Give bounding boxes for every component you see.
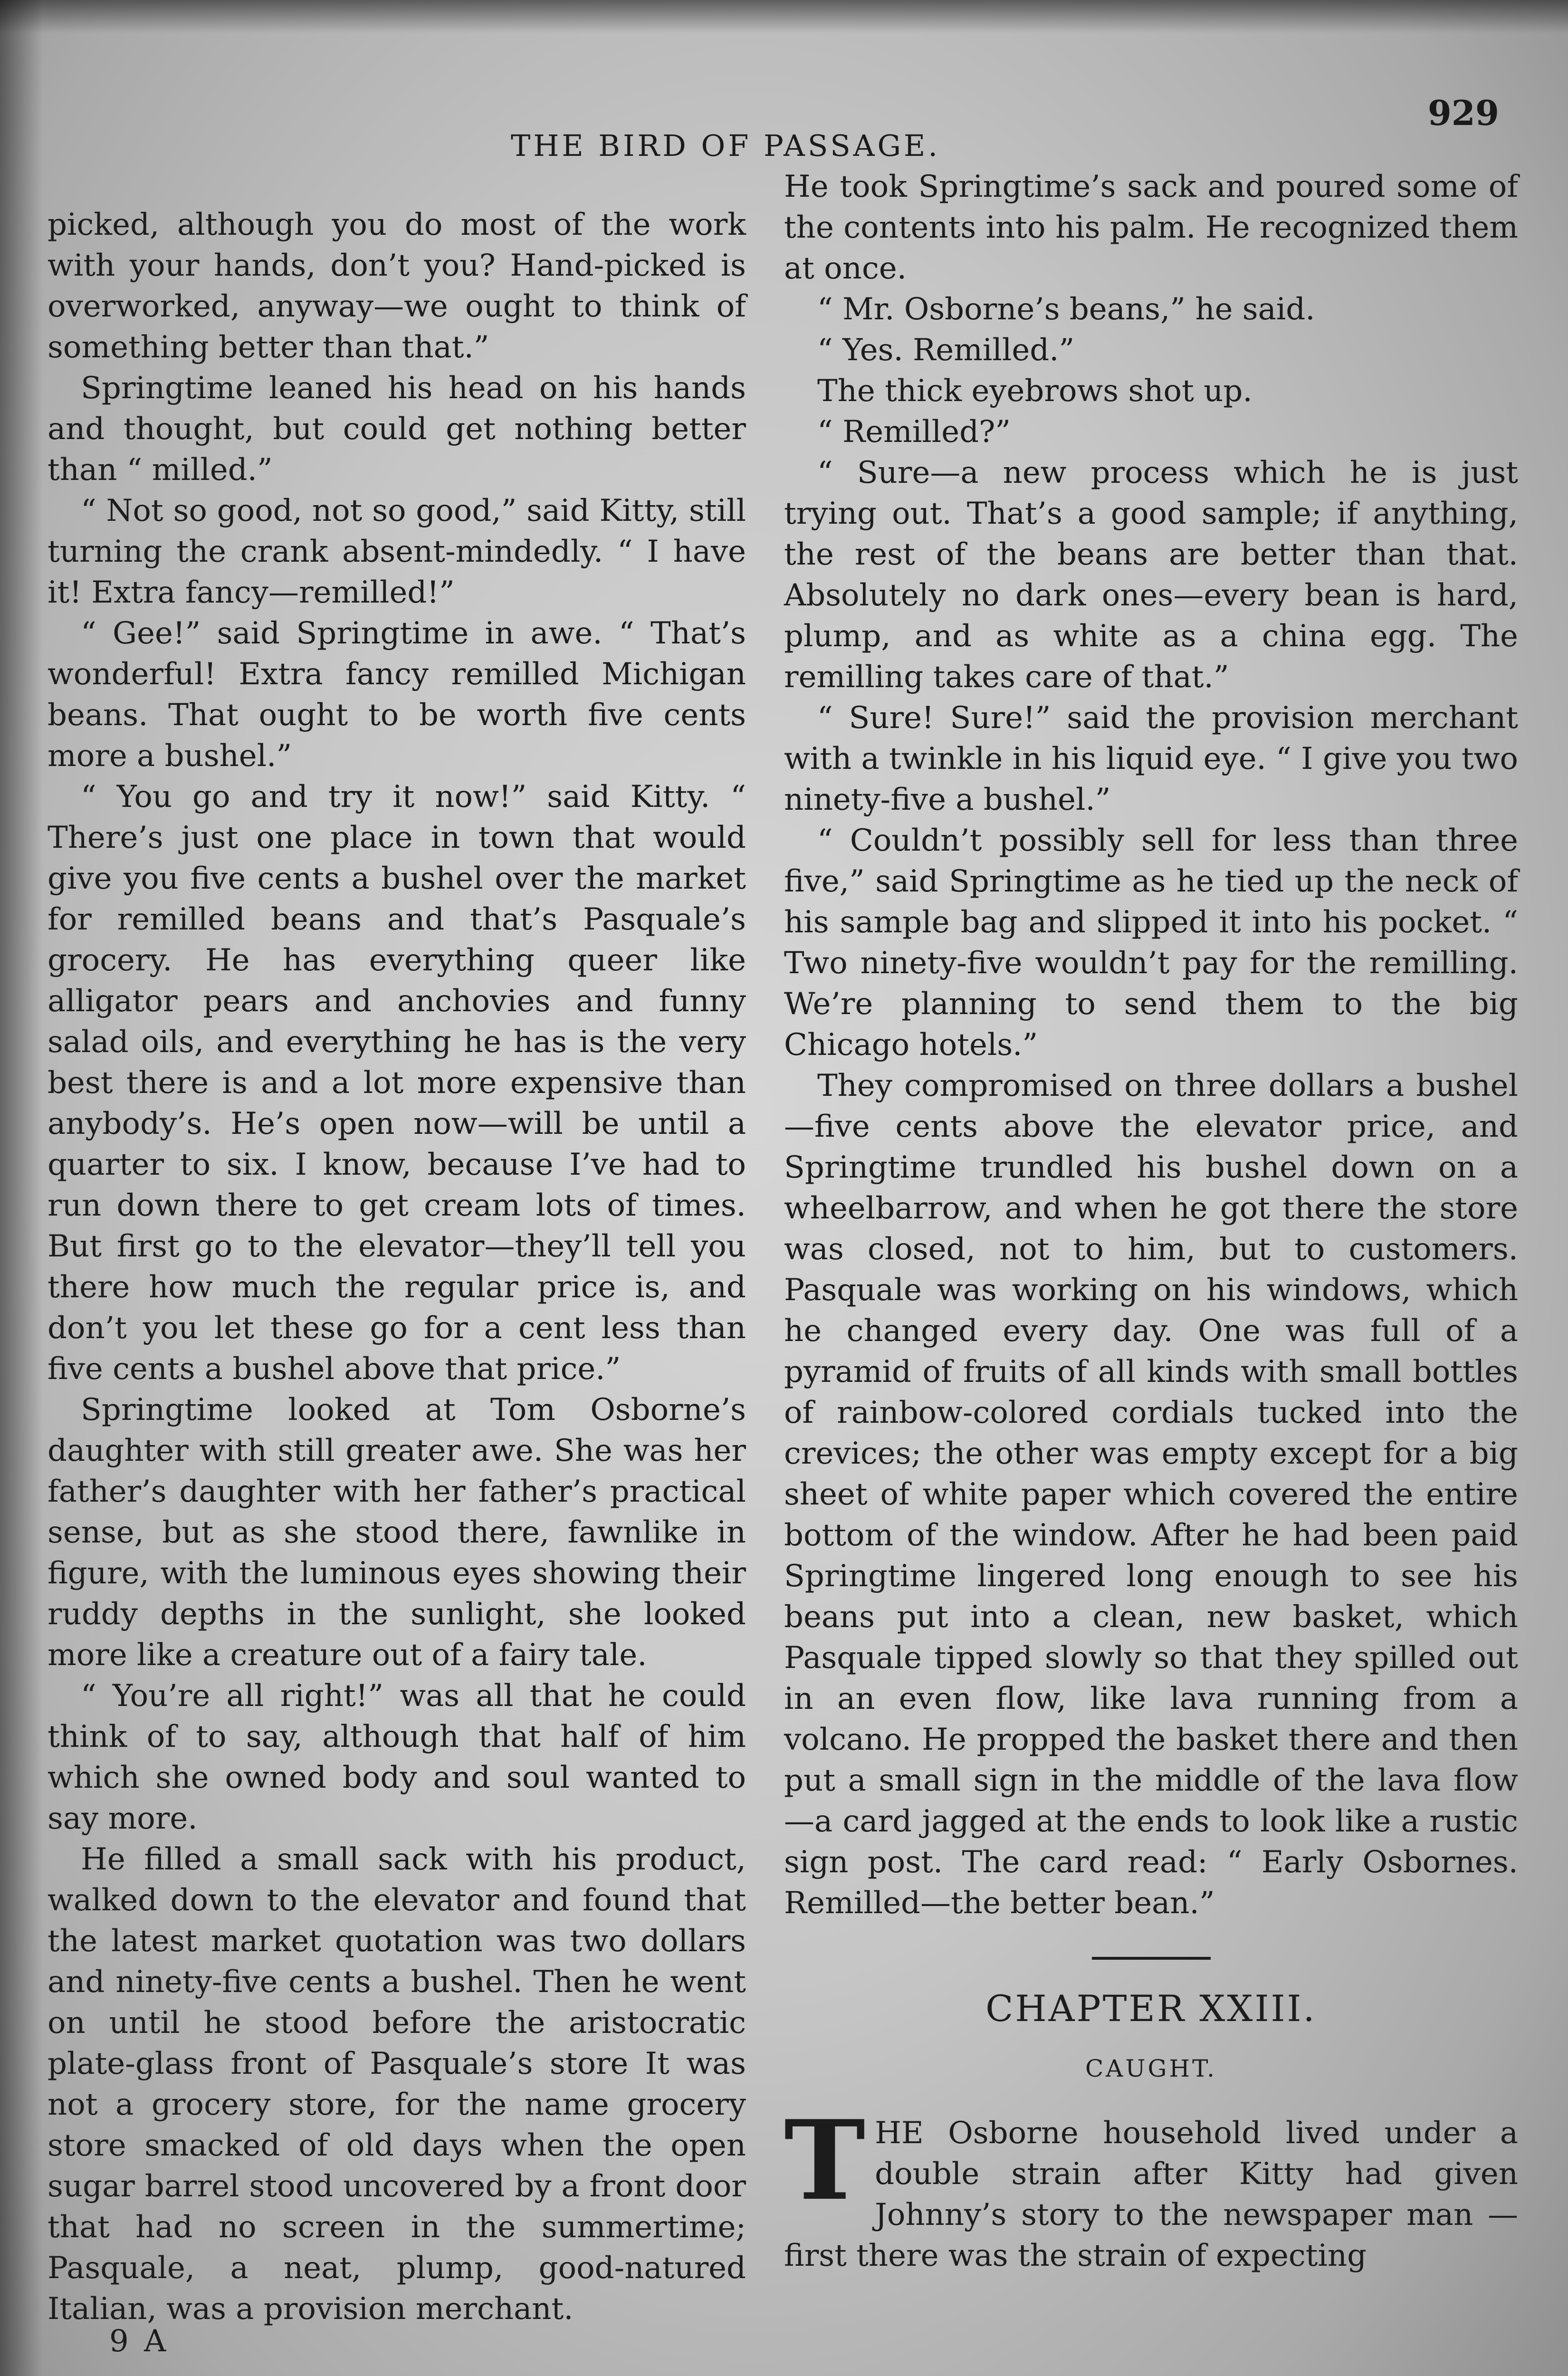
paragraph: “ Sure—a new process which he is just trying out. That’s a good sample; if anything, the rest of the beans are better than that. Absolutely no dark ones—every bean is hard, plump, and as white as a china egg. The remilling takes care of that.” xyxy=(784,455,1518,695)
paragraph: “ You’re all right!” was all that he could think of to say, although that half of him which she owned body and soul wanted to say more. xyxy=(48,1678,746,1836)
paragraph: “ Gee!” said Springtime in awe. “ That’s wonderful! Extra fancy remilled Michigan beans. That ought to be worth five cents more a bushel.” xyxy=(48,616,746,774)
paragraph: “ Remilled?” xyxy=(817,414,1011,450)
paragraph: “ Mr. Osborne’s beans,” he said. xyxy=(817,292,1315,327)
chapter-subtitle: CAUGHT. xyxy=(1085,2055,1217,2082)
chapter-title: CHAPTER XXIII. xyxy=(985,1987,1317,2030)
page-number: 929 xyxy=(1427,93,1499,133)
page-edge-shadow xyxy=(0,0,43,2376)
paragraph: “ You go and try it now!” said Kitty. “ There’s just one place in town that would give you five cents a bushel over the market for remilled beans and that’s Pasquale’s grocery. He has everything queer like alligator pears and anchovies and funny salad oils, and everything he has is the very best there is and a lot more expensive than anybody’s. He’s open now—will be until a quarter to six. I know, because I’ve had to run down there to get cream lots of times. But first go to the elevator—they’ll tell you there how much the regular price is, and don’t you let these go for a cent less than five cents a bushel above that price.” xyxy=(48,779,746,1387)
paragraph: “ Couldn’t possibly sell for less than three five,” said Springtime as he tied up the neck of his sample bag and slipped it into his pocket. “ Two ninety-five wouldn’t pay for the remilling. We’re planning to send them to the big Chicago hotels.” xyxy=(784,823,1518,1063)
chapter-opening-text: HE Osborne household lived under a double strain after Kitty had given Johnny’s story to the newspaper man —first there was the strain of expecting xyxy=(784,2116,1518,2273)
paragraph: picked, although you do most of the work with your hands, don’t you? Hand-picked is overworked, anyway—we ought to think of something better than that.” xyxy=(48,207,746,365)
paragraph: “ Yes. Remilled.” xyxy=(817,333,1075,368)
running-title: THE BIRD OF PASSAGE. xyxy=(511,128,941,163)
section-divider xyxy=(1092,1957,1211,1960)
paragraph: “ Sure! Sure!” said the provision merchant with a twinkle in his liquid eye. “ I give you two ninety-five a bushel.” xyxy=(784,700,1518,817)
paragraph: He filled a small sack with his product, walked down to the elevator and found that the latest market quotation was two dollars and ninety-five cents a bushel. Then he went on until he stood before the aristocratic plate-glass front of Pasquale’s store It was not a grocery store, for the name grocery store smacked of old days when the open sugar barrel stood uncovered by a front door that had no screen in the summertime; Pasquale, a neat, plump, good-natured Italian, was a provision merchant. xyxy=(48,1842,746,2327)
left-column xyxy=(48,204,746,2329)
paragraph: He took Springtime’s sack and poured some of the contents into his palm. He recognized them at once. xyxy=(784,169,1518,286)
chapter-opening-paragraph xyxy=(784,2097,1518,2276)
paragraph: Springtime leaned his head on his hands and thought, but could get nothing better than “ milled.” xyxy=(48,371,746,488)
right-column xyxy=(784,166,1518,2276)
paragraph: Springtime looked at Tom Osborne’s daughter with still greater awe. She was her father’s daughter with her father’s practical sense, but as she stood there, fawnlike in figure, with the luminous eyes showing their ruddy depths in the sunlight, she looked more like a creature out of a fairy tale. xyxy=(48,1392,746,1673)
paragraph: “ Not so good, not so good,” said Kitty, still turning the crank absent-mindedly. “ I have it! Extra fancy—remilled!” xyxy=(48,493,746,610)
paragraph: The thick eyebrows shot up. xyxy=(817,374,1252,409)
drop-cap: T xyxy=(784,2097,866,2225)
signature-mark: 9 A xyxy=(109,2324,169,2359)
paragraph: They compromised on three dollars a bushel—five cents above the elevator price, and Springtime trundled his bushel down on a wheelbarrow, and when he got there the store was closed, not to him, but to customers. Pasquale was working on his windows, which he changed every day. One was full of a pyramid of fruits of all kinds with small bottles of rainbow-colored cordials tucked into the crevices; the other was empty except for a big sheet of white paper which covered the entire bottom of the window. After he had been paid Springtime lingered long enough to see his beans put into a clean, new basket, which Pasquale tipped slowly so that they spilled out in an even flow, like lava running from a volcano. He propped the basket there and then put a small sign in the middle of the lava flow—a card jagged at the ends to look like a rustic sign post. The card read: “ Early Osbornes. Remilled—the better bean.” xyxy=(784,1068,1518,1921)
page-top-shadow xyxy=(0,0,1568,33)
